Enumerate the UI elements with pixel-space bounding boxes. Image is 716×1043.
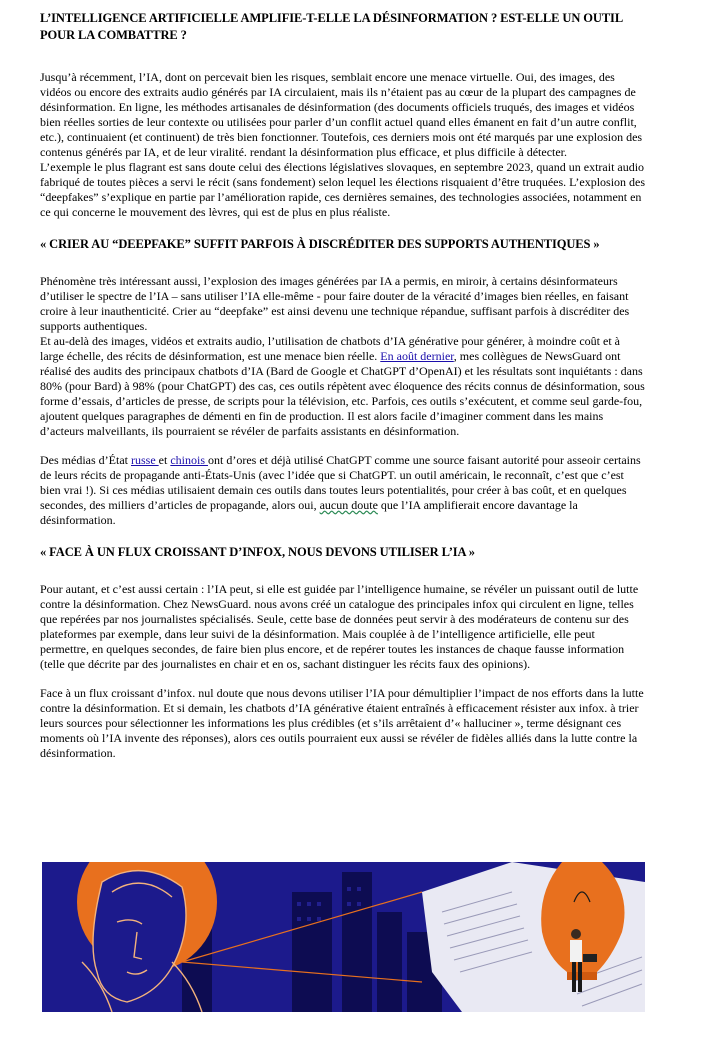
article-illustration: [42, 862, 645, 1012]
link-chinois[interactable]: chinois: [170, 453, 208, 467]
article-title: L’INTELLIGENCE ARTIFICIELLE AMPLIFIE-T-ELLE LA DÉSINFORMATION ? EST-ELLE UN OUTIL POUR LA COMBATTRE ?: [40, 11, 623, 42]
text-run: ont d’ores et déjà utilisé ChatGPT comme une source faisant autorité pour asseoir certains de leurs récits de propagande anti-États-Unis (avec l’idée que si ChatGPT. un outil américain, le reconnaît, c’est que c’est bien vrai !). Si ces médias utilisaient demain ces outils dans toutes leurs potentialités, pour créer à bas coût, et en quelques secondes, des milliers d’articles de propagande, alors oui,: [40, 453, 641, 512]
section1-paragraph-2: [40, 334, 646, 439]
text-run: et: [158, 453, 171, 467]
text-run: Et au-delà des images, vidéos et extraits audio, l’utilisation de chatbots d’IA générative pour générer, à moindre coût et à large échelle, des récits de désinformation, est une menace bien réelle.: [40, 334, 620, 363]
spellcheck-underlined-text: aucun doute: [319, 498, 378, 512]
text-run: , mes collègues de NewsGuard ont réalisé des audits des principaux chatbots d’IA (Bard de Google et ChatGPT d’OpenAI) et les résultats sont inquiétants : dans 80% (pour Bard) à 98% (pour ChatGPT) des cas, ces outils répètent avec éloquence des récits connus de désinformation, sous forme d’essais, d’articles de presse, de scripts pour la télévision, etc. Parfois, ces outils s’exécutent, et comme seul garde-fou, ajoutent quelques paragraphes de démenti en fin de production. Il est alors facile d’imaginer comment dans les mains d’acteurs malveillants, ils pourraient se révéler de parfaits assistants en désinformation.: [40, 349, 645, 438]
intro-paragraph-1: Jusqu’à récemment, l’IA, dont on percevait bien les risques, semblait encore une menace virtuelle. Oui, des images, des vidéos ou encore des extraits audio générés par IA circulaient, mais ils n’étaient pas au cœur de la plupart des campagnes de désinformation. En ligne, les méthodes artisanales de désinformation (des documents officiels truqués, des images et vidéos bien réelles sorties de leur contexte ou utilisées pour parler d’un conflit actuel quand elles émanent en fait d’un autre conflit, etc.), continuaient (et continuent) de très bien fonctionner. Toutefois, ces derniers mois ont été marqués par une explosion des contenus générés par IA, et de leur viralité. rendant la désinformation plus efficace, et plus difficile à détecter.: [40, 70, 643, 159]
section-heading-infox: « FACE À UN FLUX CROISSANT D’INFOX, NOUS DEVONS UTILISER L’IA »: [40, 545, 475, 559]
section-heading-deepfake: « CRIER AU “DEEPFAKE” SUFFIT PARFOIS À DISCRÉDITER DES SUPPORTS AUTHENTIQUES »: [40, 237, 600, 251]
link-russe[interactable]: russe: [130, 453, 159, 467]
text-run: que l’IA amplifierait encore davantage la désinformation.: [40, 498, 578, 527]
intro-paragraph-2: L’exemple le plus flagrant est sans doute celui des élections législatives slovaques, en septembre 2023, quand un extrait audio fabriqué de toutes pièces a servi le récit (sans fondement) selon lequel les élections risquaient d’être truquées. L’explosion des “deepfakes” s’explique en partie par l’amélioration rapide, ces dernières semaines, des technologies associées, notamment en ce qui concerne le mouvement des lèvres, qui est de plus en plus réaliste.: [40, 160, 646, 219]
text-run: Des médias d’État: [40, 453, 131, 467]
section2-paragraph-1: Pour autant, et c’est aussi certain : l’IA peut, si elle est guidée par l’intelligence humaine, se révéler un puissant outil de lutte contre la désinformation. Chez NewsGuard. nous avons créé un catalogue des principales infox qui circulent en ligne, telles que repérées par nos journalistes spécialisés. Seule, cette base de données peut servir à des modérateurs de contenu sur des plateformes par exemple, dans leur suivi de la désinformation. Mais couplée à de l’intelligence artificielle, elle peut permettre, en quelques secondes, de faire bien plus encore, et de repérer toutes les instances de chaque fausse information (telle que décrite par des journalistes en chair et en os, sachant distinguer les récits faux des opinions).: [40, 582, 639, 671]
section2-paragraph-2: Face à un flux croissant d’infox. nul doute que nous devons utiliser l’IA pour démultiplier l’impact de nos efforts dans la lutte contre la désinformation. Et si demain, les chatbots d’IA générative étaient entraînés à efficacement résister aux infox. à trier leurs sources pour sélectionner les informations les plus crédibles (et s’ils arrêtaient d’« halluciner », terme désignant ces moments où l’IA invente des réponses), alors ces outils pourraient eux aussi se révéler de fidèles alliés dans la lutte contre la désinformation.: [40, 686, 644, 760]
section1-paragraph-1: Phénomène très intéressant aussi, l’explosion des images générées par IA a permis, en miroir, à certains désinformateurs d’utiliser le spectre de l’IA – sans utiliser l’IA elle-même - pour faire douter de la véracité d’images bien réelles, en faisant croire à leur inauthenticité. Crier au “deepfake” est ainsi devenu une technique répandue, suffisant parfois à discréditer des supports authentiques.: [40, 274, 630, 333]
link-en-aout-dernier[interactable]: En août dernier: [380, 349, 454, 363]
illustration-svg: [42, 862, 645, 1012]
document-page: [40, 10, 646, 761]
section1-paragraph-3: [40, 453, 646, 528]
